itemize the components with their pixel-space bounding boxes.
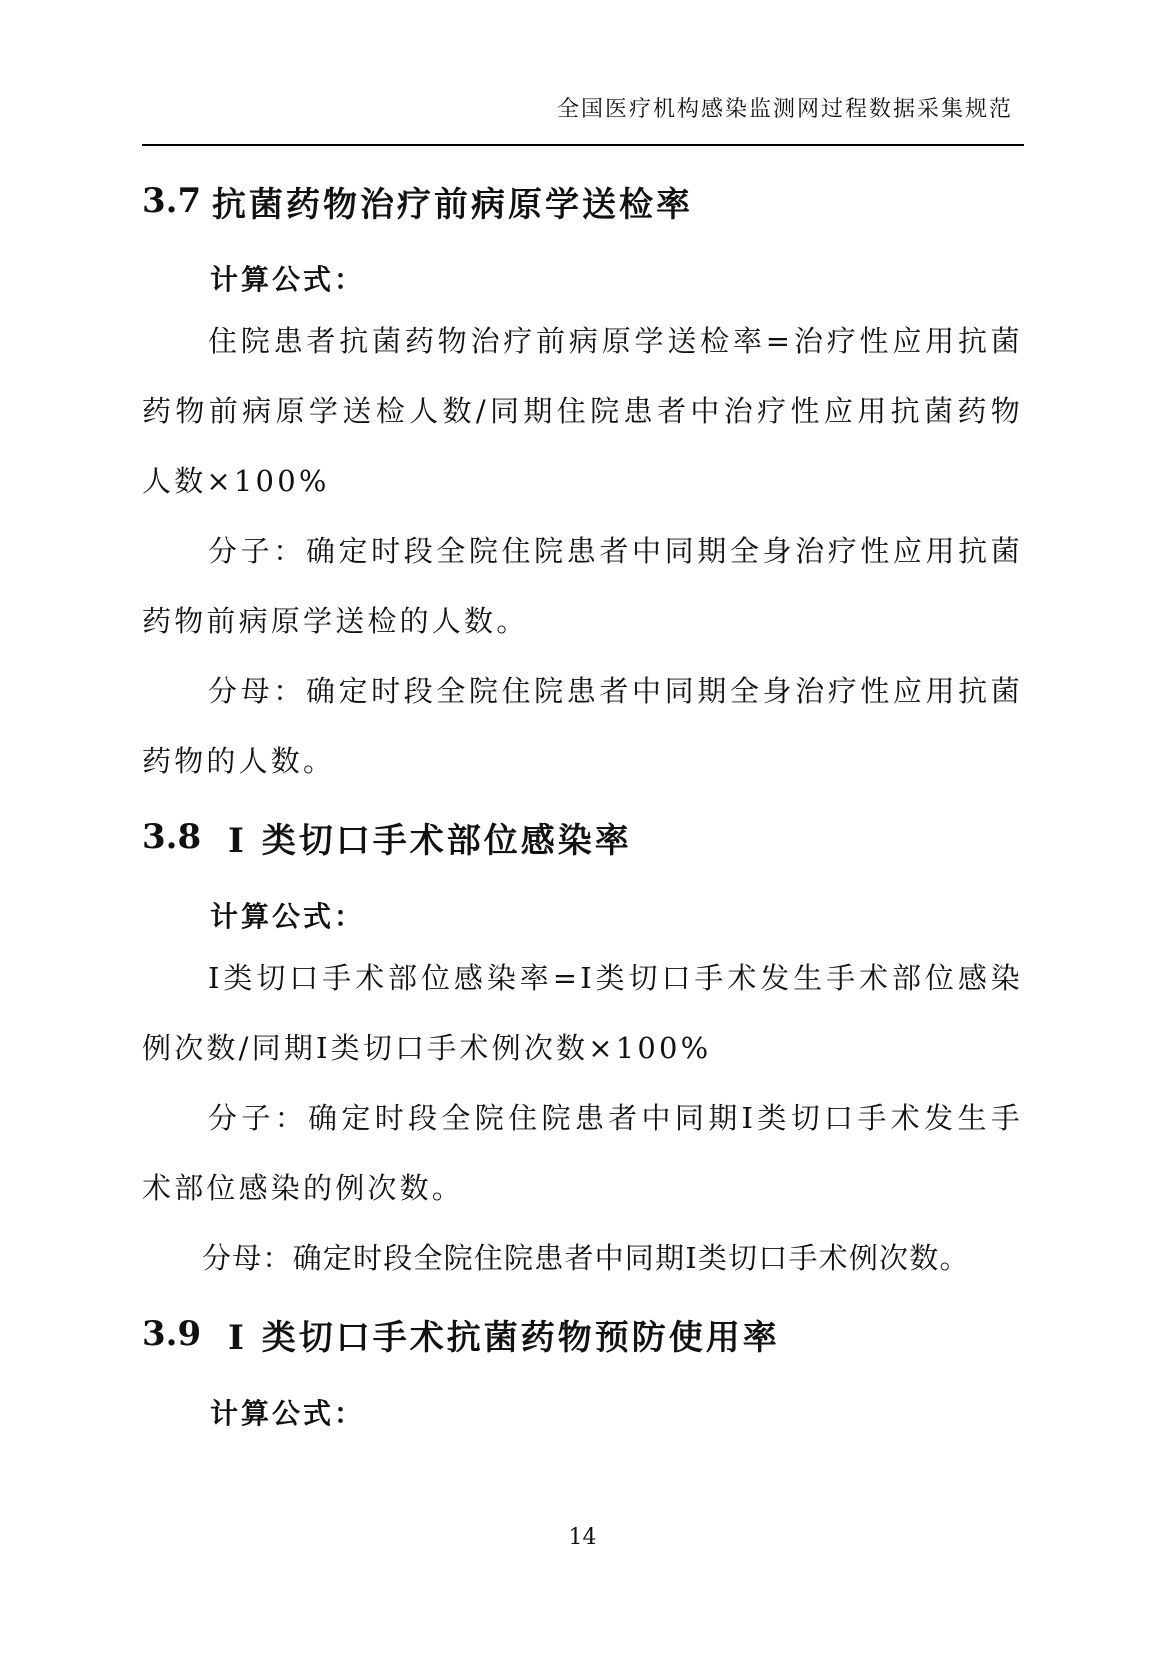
- formula-label: 计算公式：: [210, 263, 366, 296]
- formula-label: 计算公式：: [210, 1397, 366, 1430]
- section-heading-3-8: [142, 812, 1023, 862]
- numerator-paragraph: 分子：确定时段全院住院患者中同期I类切口手术发生手术部位感染的例次数。: [142, 1101, 1023, 1205]
- section-number: 3.7: [142, 181, 202, 221]
- numerator-paragraph: 分子：确定时段全院住院患者中同期全身治疗性应用抗菌药物前病原学送检的人数。: [142, 534, 1023, 638]
- denominator-paragraph: 分母：确定时段全院住院患者中同期全身治疗性应用抗菌药物的人数。: [142, 674, 1023, 778]
- section-number: 3.8: [142, 817, 202, 857]
- section-title: I 类切口手术抗菌药物预防使用率: [228, 1317, 780, 1358]
- page-body: [142, 150, 1023, 1439]
- section-title: I 类切口手术部位感染率: [228, 820, 632, 861]
- denominator-paragraph: 分母：确定时段全院住院患者中同期I类切口手术例次数。: [202, 1241, 970, 1275]
- section-heading-3-9: [142, 1309, 1023, 1359]
- section-title: 抗菌药物治疗前病原学送检率: [212, 184, 693, 225]
- header-rule: [142, 144, 1024, 146]
- running-header: 全国医疗机构感染监测网过程数据采集规范: [556, 97, 1013, 122]
- formula-label: 计算公式：: [210, 900, 366, 933]
- formula-paragraph: I类切口手术部位感染率=I类切口手术发生手术部位感染例次数/同期I类切口手术例次数×100%: [142, 961, 1023, 1065]
- page-number: 14: [568, 1525, 597, 1550]
- section-heading-3-7: [142, 176, 1023, 226]
- section-number: 3.9: [142, 1314, 202, 1354]
- formula-paragraph: 住院患者抗菌药物治疗前病原学送检率=治疗性应用抗菌药物前病原学送检人数/同期住院患者中治疗性应用抗菌药物人数×100%: [142, 324, 1023, 498]
